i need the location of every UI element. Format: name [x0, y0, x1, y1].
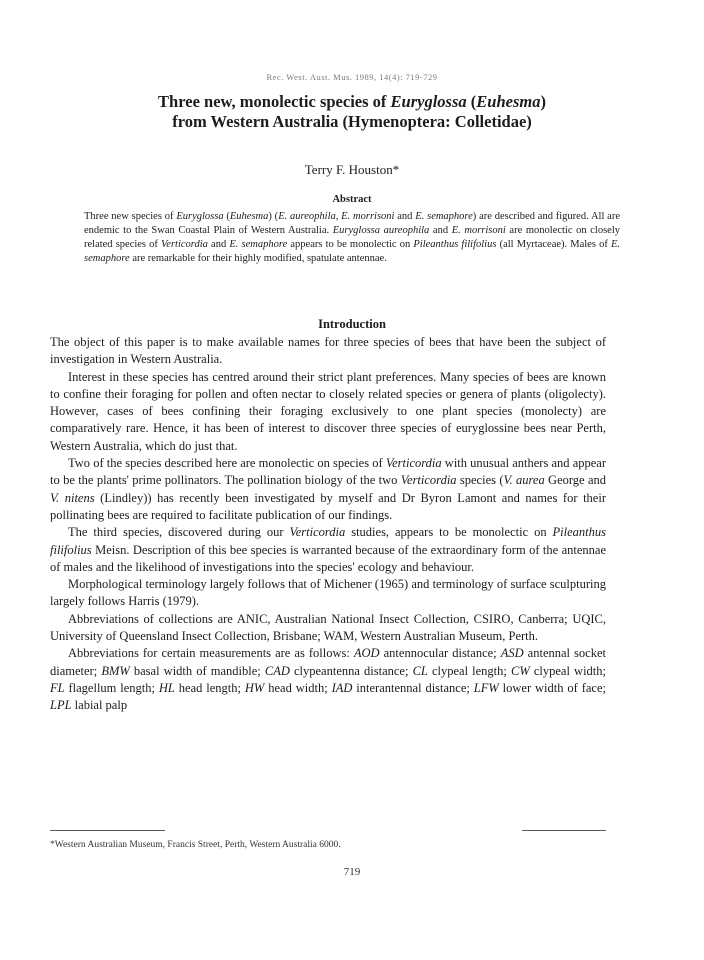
footnote-rule-left: [50, 830, 165, 831]
introduction-heading: Introduction: [318, 317, 386, 331]
text-run: labial palp: [71, 698, 128, 713]
abstract-run: Three new species of: [84, 211, 177, 222]
paragraph: The object of this paper is to make available names for three species of bees that have been the subject of investigation in Western Australia.: [50, 335, 606, 367]
abstract-taxon: E. morrisoni: [451, 225, 506, 236]
title-line-2: from Western Australia (Hymenoptera: Colletidae): [172, 112, 532, 131]
footnote-rule-right: [522, 830, 606, 831]
abstract-taxon: Euryglossa: [176, 211, 224, 222]
abstract-run: and: [429, 225, 452, 236]
abstract-taxon: Euryglossa aureophila: [332, 225, 430, 236]
paragraph: Abbreviations of collections are ANIC, Australian National Insect Collection, CSIRO, Canberra; UQIC, University of Queensland Insect Collection, Brisbane; WAM, Western Australian Museum, Perth.: [50, 611, 606, 644]
text-run: clypeal length;: [427, 663, 511, 678]
abbreviation: ASD: [500, 646, 524, 661]
abstract-taxon: E. semaphore: [84, 239, 621, 264]
abbreviation: LPL: [50, 698, 72, 713]
text-run: Abbreviations for certain measurements are as follows:: [68, 646, 354, 661]
abbreviation: IAD: [331, 680, 353, 695]
abstract-run: are monolectic on closely related species of: [84, 225, 620, 250]
text-run: lower width of face;: [498, 680, 606, 695]
text-run: clypeantenna distance;: [289, 663, 413, 678]
text-run: head length;: [174, 680, 245, 695]
text-run: species (: [456, 473, 504, 488]
text-run: interantennal distance;: [352, 680, 474, 695]
abbreviation: AOD: [353, 646, 380, 661]
text-run: head width;: [264, 680, 332, 695]
text-run: antennal socket diameter;: [50, 646, 606, 678]
title-genus: Euryglossa: [390, 92, 467, 111]
title-subgenus: Euhesma: [476, 92, 541, 111]
abstract-taxon: Verticordia: [161, 239, 208, 250]
text-run: flagellum length;: [64, 680, 159, 695]
abstract-text: [84, 210, 620, 266]
abstract-heading: Abstract: [332, 194, 372, 205]
title-text: (: [466, 92, 477, 111]
abbreviation: CAD: [264, 663, 290, 678]
text-run: studies, appears to be monolectic on: [345, 525, 553, 540]
paragraph: [50, 524, 606, 576]
text-run: clypeal width;: [529, 663, 606, 678]
abstract-taxon: Euhesma: [229, 211, 269, 222]
taxon-name: Pileanthus filifolius: [50, 525, 607, 557]
abstract-run: (: [223, 211, 230, 222]
abbreviation: HW: [244, 680, 265, 695]
text-run: Two of the species described here are monolectic on species of: [68, 456, 386, 471]
text-run: Meisn. Description of this bee species is warranted because of the extraordinary form of the antennae of males and the likelihood of investigations into the species' ecology and behaviour.: [50, 542, 606, 574]
abbreviation: HL: [158, 680, 175, 695]
abstract-taxon: E. semaphore: [415, 211, 473, 222]
text-run: antennocular distance;: [379, 646, 501, 661]
abbreviation: CW: [510, 663, 530, 678]
abstract-run: and: [394, 211, 416, 222]
abstract-taxon: E. aureophila, E. morrisoni: [278, 211, 395, 222]
abstract-run: and: [207, 239, 230, 250]
affiliation-footnote: *Western Australian Museum, Francis Street, Perth, Western Australia 6000.: [50, 840, 341, 850]
text-run: (Lindley)) has recently been investigated by myself and Dr Byron Lamont and names for their pollinating bees are required to facilitate publication of our findings.: [50, 490, 606, 522]
abbreviation: CL: [412, 663, 428, 678]
text-run: The third species, discovered during our: [68, 525, 290, 540]
taxon-name: Verticordia: [385, 456, 442, 471]
abbreviation: BMW: [101, 663, 130, 678]
abbreviation: FL: [50, 680, 65, 695]
abbreviation: LFW: [473, 680, 499, 695]
author-name: Terry F. Houston*: [304, 162, 400, 177]
paragraph: Morphological terminology largely follows that of Michener (1965) and terminology of surface sculpturing largely follows Harris (1979).: [50, 577, 606, 609]
page-number: 719: [343, 866, 361, 878]
paragraph: [50, 645, 606, 714]
abstract-taxon: Pileanthus filifolius: [413, 239, 497, 250]
taxon-name: V. aurea: [503, 473, 545, 488]
paragraph: Interest in these species has centred around their strict plant preferences. Many species of bees are known to confine their foraging for pollen and often nectar to closely related species or genera of plants (oligolecty). However, cases of bees confining their foraging exclusively to one plant species (monolecty) are comparatively rare. Hence, it has been of interest to discover three species of euryglossine bees near Perth, Western Australia, which do just that.: [50, 369, 606, 453]
paragraph: [50, 455, 606, 524]
text-run: basal width of mandible;: [129, 663, 265, 678]
title-text: Three new, monolectic species of: [158, 92, 391, 111]
taxon-name: Verticordia: [289, 525, 346, 540]
abstract-run: (all Myrtaceae). Males of: [496, 239, 611, 250]
running-head: Rec. West. Aust. Mus. 1989, 14(4): 719-729: [266, 72, 438, 82]
abstract-run: are remarkable for their highly modified, spatulate antennae.: [129, 253, 387, 264]
abstract-run: ) are described and figured. All are endemic to the Swan Coastal Plain of Western Australia.: [84, 211, 620, 236]
abstract-taxon: E. semaphore: [229, 239, 288, 250]
text-run: with unusual anthers and appear to be the plants' prime pollinators. The pollination biology of the two: [50, 456, 607, 488]
introduction-body: [50, 334, 606, 715]
article-title: [40, 92, 664, 132]
text-run: George and: [544, 473, 606, 488]
taxon-name: Verticordia: [400, 473, 457, 488]
abstract-run: appears to be monolectic on: [287, 239, 414, 250]
taxon-name: V. nitens: [50, 490, 95, 505]
abstract-run: ) (: [268, 211, 279, 222]
title-text: ): [540, 92, 546, 111]
